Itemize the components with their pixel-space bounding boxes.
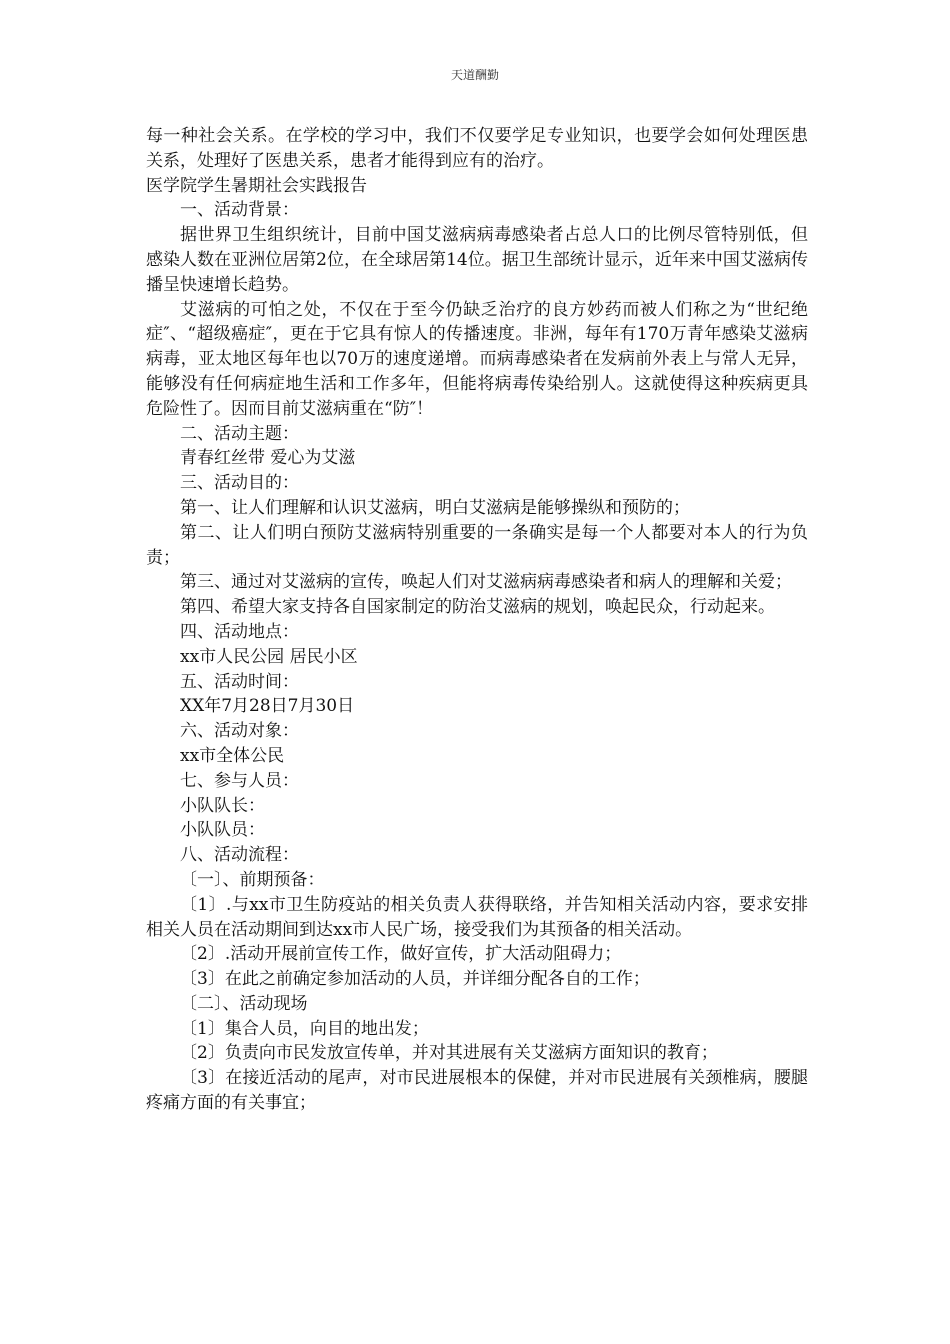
paragraph: 第一、让人们理解和认识艾滋病，明白艾滋病是能够操纵和预防的；	[180, 497, 690, 518]
paragraph: 〔1〕集合人员，向目的地出发；	[180, 1018, 429, 1039]
paragraph: 第三、通过对艾滋病的宣传，唤起人们对艾滋病病毒感染者和病人的理解和关爱；	[180, 572, 792, 593]
paragraph: 八、活动流程：	[180, 845, 299, 866]
paragraph: 七、参与人员：	[180, 770, 299, 791]
paragraph: 三、活动目的：	[180, 473, 299, 494]
paragraph: 四、活动地点：	[180, 621, 299, 642]
paragraph: 第四、希望大家支持各自国家制定的防治艾滋病的规划，唤起民众，行动起来。	[180, 597, 775, 618]
paragraph: 〔2〕负责向市民发放宣传单，并对其进展有关艾滋病方面知识的教育；	[180, 1043, 718, 1064]
paragraph: 〔一〕、前期预备：	[180, 869, 325, 890]
paragraph: 五、活动时间：	[180, 671, 299, 692]
paragraph: 〔二〕、活动现场	[180, 993, 308, 1014]
paragraph: XX年7月28日7月30日	[180, 696, 355, 717]
paragraph: 〔3〕在此之前确定参加活动的人员，并详细分配各自的工作；	[180, 969, 650, 990]
document-body	[146, 124, 808, 1116]
paragraph: 医学院学生暑期社会实践报告	[146, 175, 367, 196]
paragraph: 艾滋病的可怕之处，不仅在于至今仍缺乏治疗的良方妙药而被人们称之为“世纪绝症″、“超级癌症″，更在于它具有惊人的传播速度。非洲，每年有170万青年感染艾滋病病毒，亚太地区每年也以70万的速度递增。而病毒感染者在发病前外表上与常人无异，能够没有任何病症地生活和工作多年，但能将病毒传染给别人。这就使得这种疾病更具危险性了。因而目前艾滋病重在“防″！	[146, 299, 808, 419]
paragraph: 〔2〕.活动开展前宣传工作，做好宣传，扩大活动阻碍力；	[180, 944, 622, 965]
paragraph: 小队队员：	[180, 820, 265, 841]
paragraph: 六、活动对象：	[180, 721, 299, 742]
page-header: 天道酬勤	[450, 68, 499, 82]
paragraph: 每一种社会关系。在学校的学习中，我们不仅要学足专业知识，也要学会如何处理医患关系，处理好了医患关系，患者才能得到应有的治疗。	[146, 126, 808, 171]
paragraph: xx市人民公园 居民小区	[180, 646, 358, 667]
paragraph: 二、活动主题：	[180, 423, 299, 444]
paragraph: 〔3〕在接近活动的尾声，对市民进展根本的保健，并对市民进展有关颈椎病，腰腿疼痛方面的有关事宜；	[146, 1068, 808, 1114]
paragraph: 一、活动背景：	[180, 200, 299, 221]
paragraph: 第二、让人们明白预防艾滋病特别重要的一条确实是每一个人都要对本人的行为负责；	[146, 522, 808, 568]
paragraph: 青春红丝带 爱心为艾滋	[180, 448, 356, 469]
paragraph: xx市全体公民	[180, 745, 285, 766]
paragraph: 据世界卫生组织统计，目前中国艾滋病病毒感染者占总人口的比例尽管特别低，但感染人数在亚洲位居第2位，在全球居第14位。据卫生部统计显示，近年来中国艾滋病传播呈快速增长趋势。	[146, 225, 808, 295]
paragraph: 小队队长：	[180, 795, 265, 816]
paragraph: 〔1〕.与xx市卫生防疫站的相关负责人获得联络，并告知相关活动内容，要求安排相关人员在活动期间到达xx市人民广场，接受我们为其预备的相关活动。	[146, 894, 808, 940]
